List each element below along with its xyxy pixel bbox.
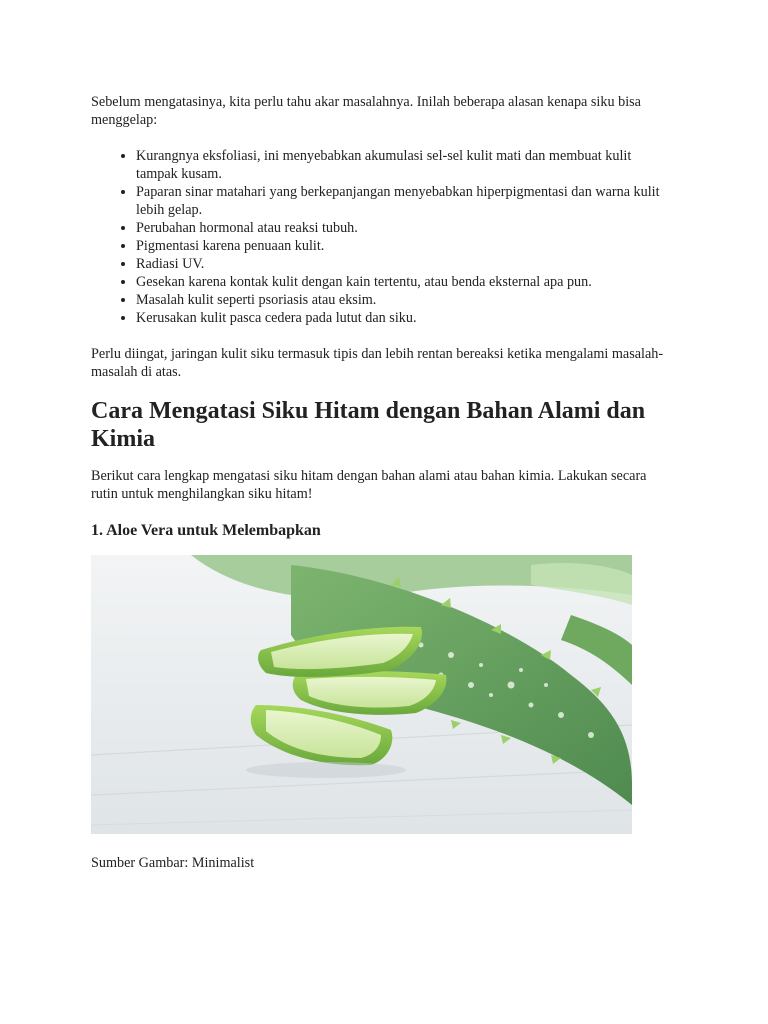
- list-item: • Kurangnya eksfoliasi, ini menyebabkan akumulasi sel-sel kulit mati dan membuat kulit tampak kusam.: [136, 147, 671, 183]
- list-item: • Radiasi UV.: [136, 255, 671, 273]
- aloe-vera-photo: [91, 555, 632, 834]
- note-paragraph: Perlu diingat, jaringan kulit siku termasuk tipis dan lebih rentan bereaksi ketika mengalami masalah-masalah di atas.: [91, 346, 664, 380]
- section-heading: Cara Mengatasi Siku Hitam dengan Bahan Alami dan Kimia: [91, 398, 646, 452]
- list-item: • Masalah kulit seperti psoriasis atau eksim.: [136, 291, 671, 309]
- image-caption: Sumber Gambar: Minimalist: [91, 855, 255, 871]
- document-page: [91, 93, 671, 872]
- reasons-list: [91, 147, 671, 327]
- list-item: • Gesekan karena kontak kulit dengan kain tertentu, atau benda eksternal apa pun.: [136, 273, 671, 291]
- subsection-heading: 1. Aloe Vera untuk Melembapkan: [91, 522, 321, 539]
- section-intro-paragraph: Berikut cara lengkap mengatasi siku hitam dengan bahan alami atau bahan kimia. Lakukan secara rutin untuk menghilangkan siku hitam!: [91, 468, 647, 502]
- list-item: • Pigmentasi karena penuaan kulit.: [136, 237, 671, 255]
- list-item: • Perubahan hormonal atau reaksi tubuh.: [136, 219, 671, 237]
- intro-paragraph: Sebelum mengatasinya, kita perlu tahu akar masalahnya. Inilah beberapa alasan kenapa siku bisa menggelap:: [91, 94, 641, 128]
- list-item: • Kerusakan kulit pasca cedera pada lutut dan siku.: [136, 309, 671, 327]
- list-item: • Paparan sinar matahari yang berkepanjangan menyebabkan hiperpigmentasi dan warna kulit lebih gelap.: [136, 183, 671, 219]
